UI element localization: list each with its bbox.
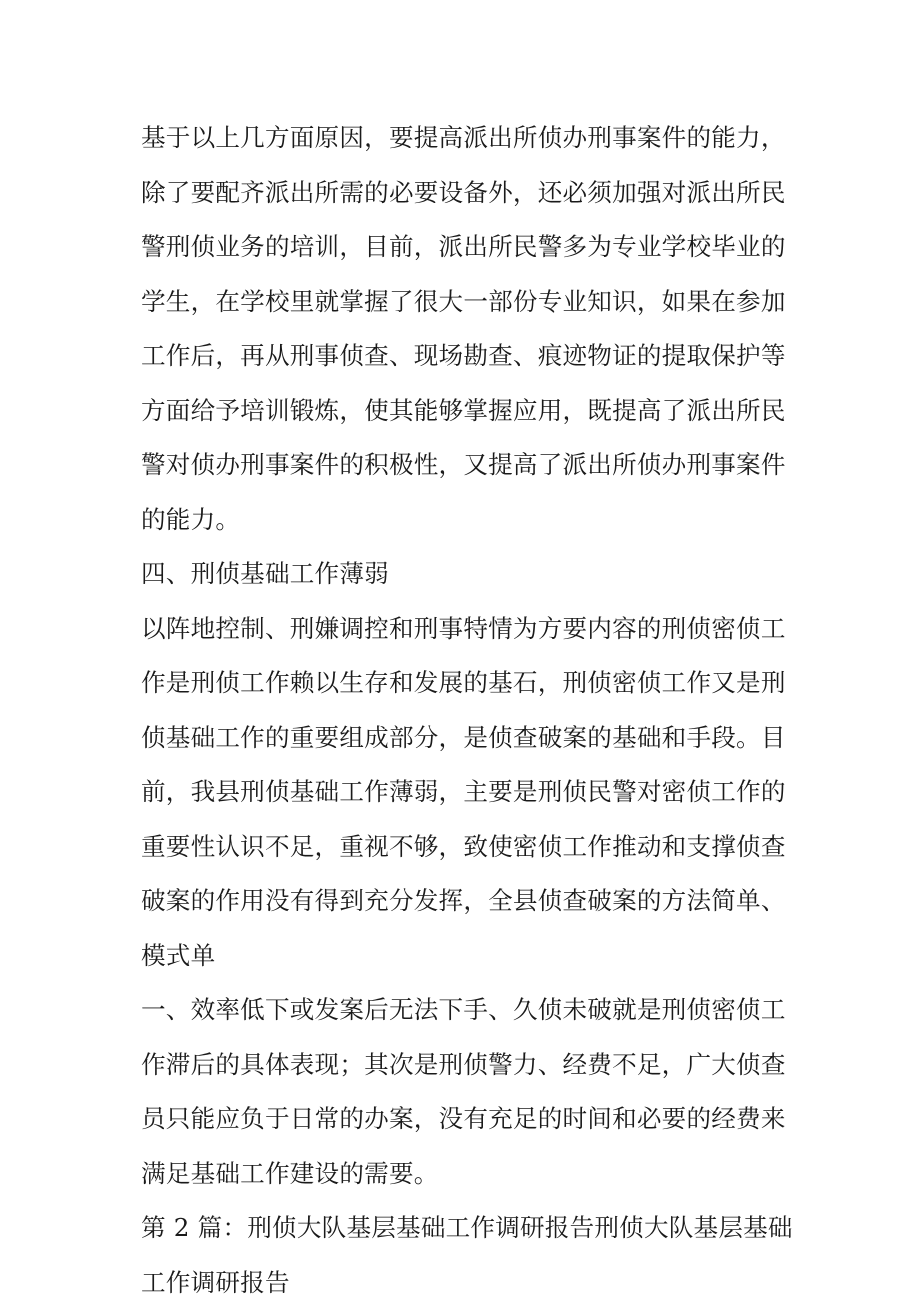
text-line: 作是刑侦工作赖以生存和发展的基石，刑侦密侦工作又是刑 bbox=[141, 656, 791, 711]
section-heading: 四、刑侦基础工作薄弱 bbox=[141, 547, 791, 602]
article-title-line: 工作调研报告 bbox=[141, 1256, 791, 1310]
text-line: 基于以上几方面原因，要提高派出所侦办刑事案件的能力， bbox=[141, 111, 791, 166]
text-line: 以阵地控制、刑嫌调控和刑事特情为方要内容的刑侦密侦工 bbox=[141, 602, 791, 657]
article-title-line: 第 2 篇：刑侦大队基层基础工作调研报告刑侦大队基层基础 bbox=[141, 1201, 791, 1256]
text-line: 破案的作用没有得到充分发挥，全县侦查破案的方法简单、 bbox=[141, 874, 791, 929]
text-line: 前，我县刑侦基础工作薄弱，主要是刑侦民警对密侦工作的 bbox=[141, 765, 791, 820]
text-line: 学生，在学校里就掌握了很大一部份专业知识，如果在参加 bbox=[141, 275, 791, 330]
document-body bbox=[141, 111, 791, 1310]
text-line: 一、效率低下或发案后无法下手、久侦未破就是刑侦密侦工 bbox=[141, 983, 791, 1038]
text-line: 满足基础工作建设的需要。 bbox=[141, 1147, 791, 1202]
text-line: 侦基础工作的重要组成部分，是侦查破案的基础和手段。目 bbox=[141, 711, 791, 766]
text-line: 方面给予培训锻炼，使其能够掌握应用，既提高了派出所民 bbox=[141, 384, 791, 439]
text-line: 员只能应负于日常的办案，没有充足的时间和必要的经费来 bbox=[141, 1092, 791, 1147]
text-line: 警刑侦业务的培训，目前，派出所民警多为专业学校毕业的 bbox=[141, 220, 791, 275]
text-line: 工作后，再从刑事侦查、现场勘查、痕迹物证的提取保护等 bbox=[141, 329, 791, 384]
text-line: 警对侦办刑事案件的积极性，又提高了派出所侦办刑事案件 bbox=[141, 438, 791, 493]
text-line: 的能力。 bbox=[141, 493, 791, 548]
text-line: 除了要配齐派出所需的必要设备外，还必须加强对派出所民 bbox=[141, 166, 791, 221]
text-line: 重要性认识不足，重视不够，致使密侦工作推动和支撑侦查 bbox=[141, 820, 791, 875]
text-line: 模式单 bbox=[141, 929, 791, 984]
text-line: 作滞后的具体表现；其次是刑侦警力、经费不足，广大侦查 bbox=[141, 1038, 791, 1093]
